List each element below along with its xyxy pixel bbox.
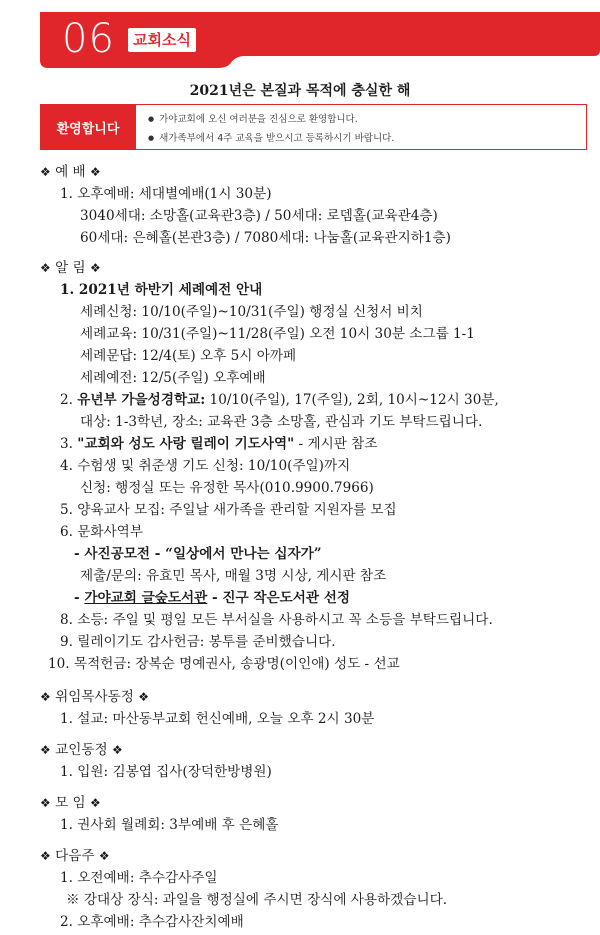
section-heading-next-week: ❖ 다음주 ❖ bbox=[40, 848, 110, 864]
list-item: 60세대: 은혜홀(본관3층) / 7080세대: 나눔홀(교육관지하1층) bbox=[80, 230, 451, 246]
diamond-icon: ❖ bbox=[40, 743, 51, 757]
list-item: 1. 오후예배: 세대별예배(1시 30분) bbox=[60, 186, 272, 202]
list-item: 2. 유년부 가을성경학교: 10/10(주일), 17(주일), 2회, 10시~12시 30분, bbox=[60, 392, 499, 408]
welcome-line: ● 가야교회에 오신 여러분을 진심으로 환영합니다. bbox=[148, 111, 358, 125]
diamond-icon: ❖ bbox=[40, 261, 51, 275]
list-item: 6. 문화사역부 bbox=[60, 524, 143, 540]
list-item: 1. 2021년 하반기 세례예전 안내 bbox=[60, 282, 263, 298]
list-item: 1. 설교: 마산동부교회 헌신예배, 오늘 오후 2시 30분 bbox=[60, 711, 375, 727]
welcome-text-box bbox=[136, 104, 587, 150]
diamond-icon: ❖ bbox=[40, 165, 51, 179]
diamond-icon: ❖ bbox=[90, 165, 101, 179]
diamond-icon: ❖ bbox=[111, 743, 123, 757]
list-item: 세례예전: 12/5(주일) 오후예배 bbox=[80, 370, 266, 386]
list-item: 1. 입원: 김봉엽 집사(장덕한방병원) bbox=[60, 764, 272, 780]
list-item: - 가야교회 글숲도서관 - 진구 작은도서관 선정 bbox=[74, 590, 351, 606]
diamond-icon: ❖ bbox=[40, 849, 51, 863]
list-item: 대상: 1-3학년, 장소: 교육관 3층 소망홀, 관심과 기도 부탁드립니다. bbox=[80, 414, 483, 430]
welcome-line: ● 새가족부에서 4주 교육을 받으시고 등록하시기 바랍니다. bbox=[148, 130, 394, 144]
section-number: 06 bbox=[62, 16, 115, 62]
list-item: - 사진공모전 - “일상에서 만나는 십자가” bbox=[74, 546, 322, 562]
section-heading-meeting: ❖ 모 임 ❖ bbox=[40, 795, 101, 811]
section-title: 교회소식 bbox=[128, 28, 196, 52]
diamond-icon: ❖ bbox=[40, 796, 51, 810]
list-item: 10. 목적헌금: 장복순 명예권사, 송광명(이인애) 성도 - 선교 bbox=[48, 656, 400, 672]
list-item: 2. 오후예배: 추수감사잔치예배 bbox=[60, 914, 244, 930]
diamond-icon: ❖ bbox=[40, 690, 51, 704]
section-heading-members: ❖ 교인동정 ❖ bbox=[40, 742, 123, 758]
list-item: ※ 강대상 장식: 과일을 행정실에 주시면 장식에 사용하겠습니다. bbox=[66, 892, 448, 908]
list-item: 9. 릴레이기도 감사헌금: 봉투를 준비했습니다. bbox=[60, 634, 336, 650]
diamond-icon: ❖ bbox=[138, 690, 149, 704]
page-subtitle: 2021년은 본질과 목적에 충실한 해 bbox=[189, 83, 411, 99]
list-item: 1. 오전예배: 추수감사주일 bbox=[60, 870, 218, 886]
page-header bbox=[40, 12, 600, 68]
list-item: 3040세대: 소망홀(교육관3층) / 50세대: 로뎀홀(교육관4층) bbox=[80, 208, 438, 224]
header-banner bbox=[40, 12, 600, 68]
diamond-icon: ❖ bbox=[90, 796, 101, 810]
welcome-label: 환영합니다 bbox=[40, 104, 136, 150]
section-heading-pastor: ❖ 위임목사동정 ❖ bbox=[40, 689, 149, 705]
section-heading-worship: ❖ 예 배 ❖ bbox=[40, 164, 101, 180]
diamond-icon: ❖ bbox=[98, 849, 110, 863]
list-item: 세례신청: 10/10(주일)~10/31(주일) 행정실 신청서 비치 bbox=[80, 304, 423, 320]
list-item: 3. "교회와 성도 사랑 릴레이 기도사역" - 게시판 참조 bbox=[60, 436, 378, 452]
list-item: 세례문답: 12/4(토) 오후 5시 아까페 bbox=[80, 348, 297, 364]
diamond-icon: ❖ bbox=[90, 261, 101, 275]
list-item: 세례교육: 10/31(주일)~11/28(주일) 오전 10시 30분 소그룹 1-1 bbox=[80, 326, 475, 342]
list-item: 1. 권사회 월례회: 3부예배 후 은혜홀 bbox=[60, 817, 279, 833]
list-item: 8. 소등: 주일 및 평일 모든 부서실을 사용하시고 꼭 소등을 부탁드립니다. bbox=[60, 612, 493, 628]
list-item: 5. 양육교사 모집: 주일날 새가족을 관리할 지원자를 모집 bbox=[60, 502, 397, 518]
welcome-box bbox=[40, 104, 592, 150]
list-item: 4. 수험생 및 취준생 기도 신청: 10/10(주일)까지 bbox=[60, 458, 351, 474]
section-heading-notice: ❖ 알 림 ❖ bbox=[40, 260, 101, 276]
list-item: 제출/문의: 유효민 목사, 매월 3명 시상, 게시판 참조 bbox=[80, 568, 387, 584]
list-item: 신청: 행정실 또는 유정한 목사(010.9900.7966) bbox=[80, 480, 374, 496]
